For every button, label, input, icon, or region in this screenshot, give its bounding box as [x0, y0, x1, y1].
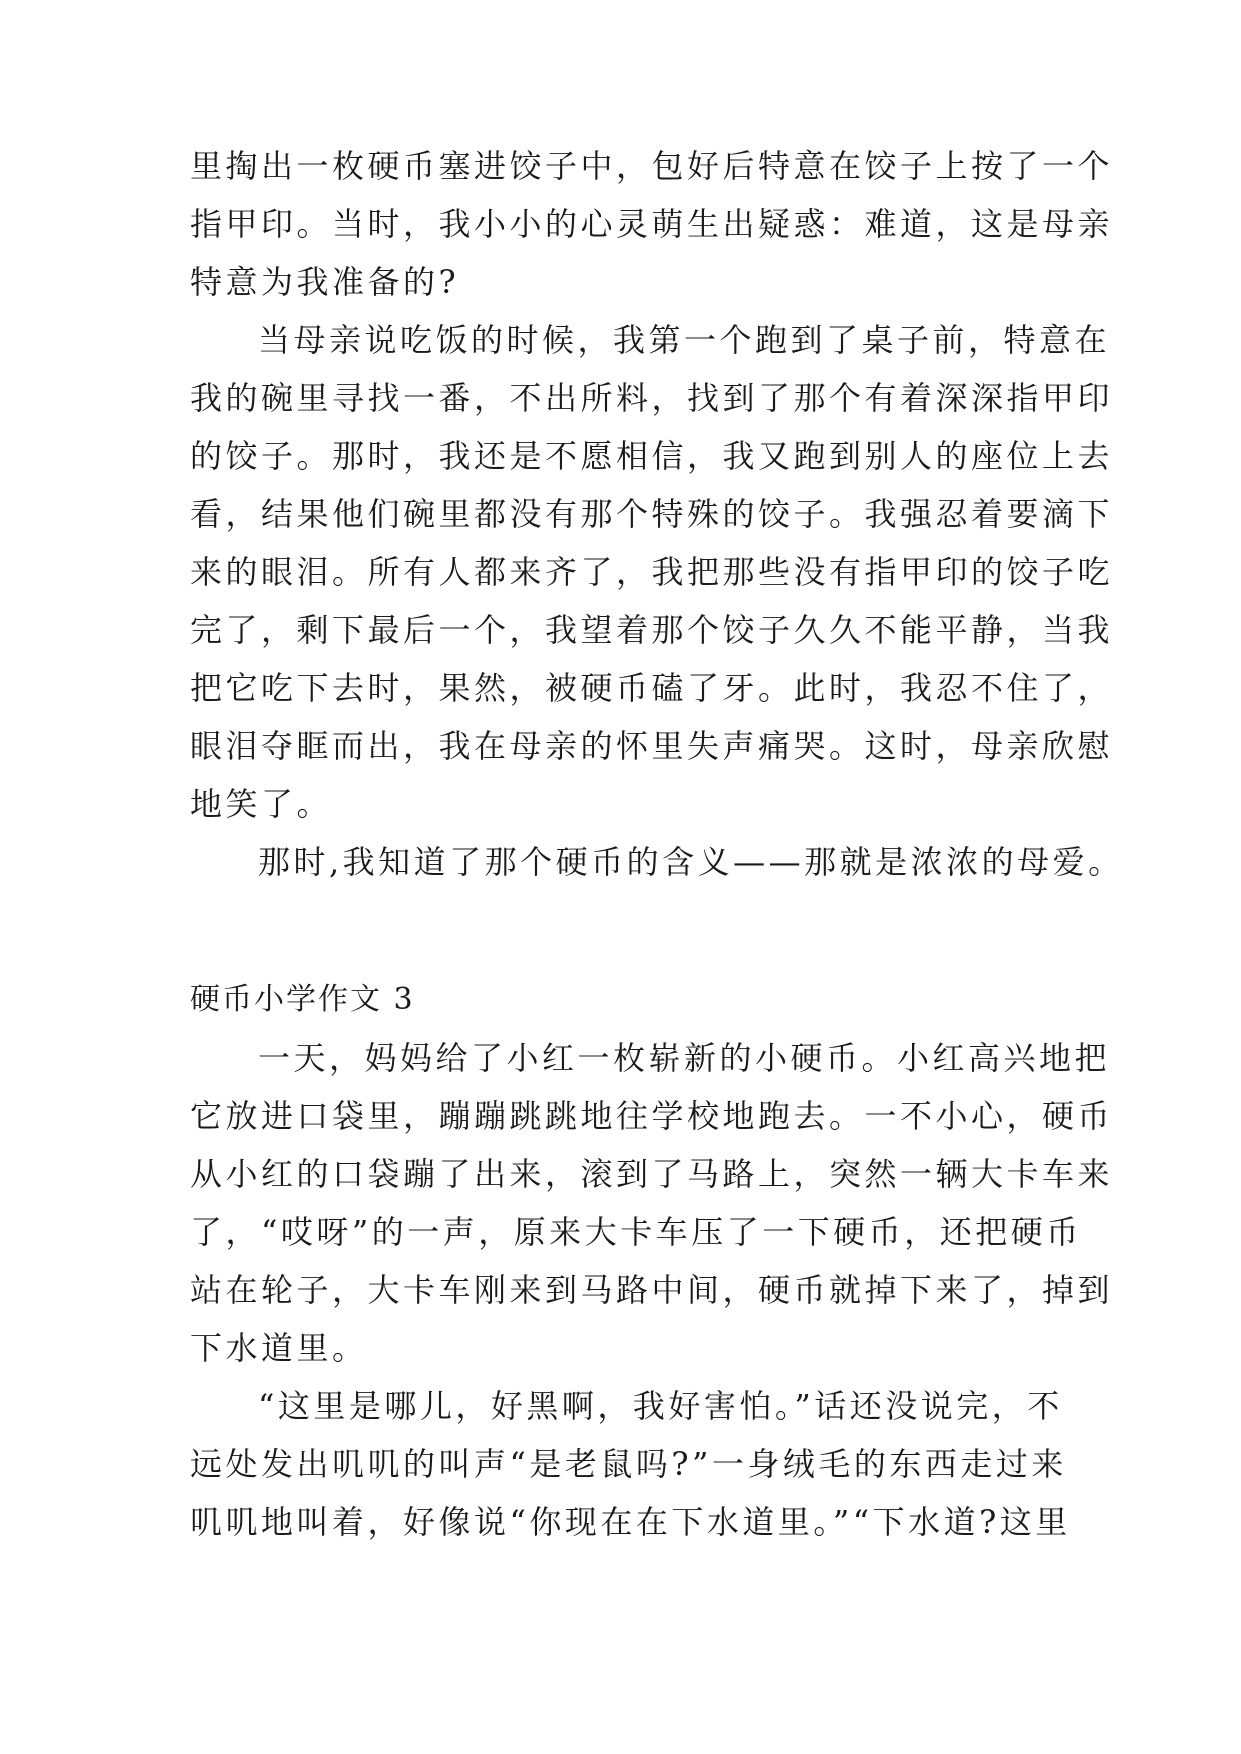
paragraph-line: 当母亲说吃饭的时候，我第一个跑到了桌子前，特意在 — [258, 321, 1111, 359]
paragraph-line: 地笑了。 — [190, 785, 333, 823]
paragraph-line: 指甲印。当时，我小小的心灵萌生出疑惑：难道，这是母亲 — [190, 205, 1114, 243]
paragraph-line: 叽叽地叫着，好像说“你现在在下水道里。”“下水道?这里 — [190, 1503, 1071, 1541]
paragraph-line: 的饺子。那时，我还是不愿相信，我又跑到别人的座位上去 — [190, 437, 1114, 475]
essay-section-2 — [190, 1029, 1114, 1551]
paragraph-line: 站在轮子，大卡车刚来到马路中间，硬币就掉下来了，掉到 — [190, 1271, 1114, 1309]
paragraph-line: 把它吃下去时，果然，被硬币磕了牙。此时，我忍不住了， — [190, 669, 1114, 707]
paragraph-line: 特意为我准备的? — [190, 263, 460, 301]
paragraph-line: 看，结果他们碗里都没有那个特殊的饺子。我强忍着要滴下 — [190, 495, 1114, 533]
paragraph-line: 眼泪夺眶而出，我在母亲的怀里失声痛哭。这时，母亲欣慰 — [190, 727, 1114, 765]
essay-section-1 — [190, 137, 1124, 891]
paragraph-line: 一天，妈妈给了小红一枚崭新的小硬币。小红高兴地把 — [258, 1039, 1111, 1077]
paragraph-line: 我的碗里寻找一番，不出所料，找到了那个有着深深指甲印 — [190, 379, 1114, 417]
paragraph-line: 那时,我知道了那个硬币的含义——那就是浓浓的母爱。 — [258, 843, 1124, 881]
paragraph-line: 它放进口袋里，蹦蹦跳跳地往学校地跑去。一不小心，硬币 — [190, 1097, 1114, 1135]
paragraph-line: 完了，剩下最后一个，我望着那个饺子久久不能平静，当我 — [190, 611, 1114, 649]
paragraph-line: 来的眼泪。所有人都来齐了，我把那些没有指甲印的饺子吃 — [190, 553, 1114, 591]
paragraph-line: 里掏出一枚硬币塞进饺子中，包好后特意在饺子上按了一个 — [190, 147, 1114, 185]
paragraph-line: 远处发出叽叽的叫声“是老鼠吗?”一身绒毛的东西走过来 — [190, 1445, 1067, 1483]
paragraph-line: 从小红的口袋蹦了出来，滚到了马路上，突然一辆大卡车来 — [190, 1155, 1114, 1193]
paragraph-line: “这里是哪儿，好黑啊，我好害怕。”话还没说完，不 — [258, 1387, 1063, 1425]
paragraph-line: 下水道里。 — [190, 1329, 368, 1367]
paragraph-line: 了，“哎呀”的一声，原来大卡车压了一下硬币，还把硬币 — [190, 1213, 1082, 1251]
essay-heading: 硬币小学作文 3 — [190, 982, 415, 1017]
